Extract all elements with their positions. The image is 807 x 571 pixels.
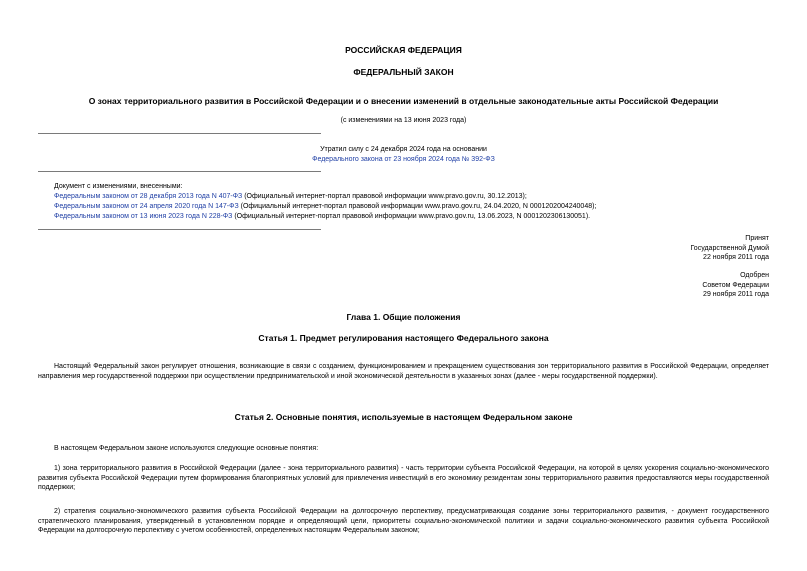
divider-amendments-top <box>38 171 321 172</box>
article-1-text: Настоящий Федеральный закон регулирует отношения, возникающие в связи с созданием, функционированием и прекращением существования зон территориального развития в Российской Федерации, определяет направления мер государственной поддержки при осуществлении предпринимательской и иной экономической деятельности в указанных зонах (далее - меры государственной поддержки). <box>38 363 769 380</box>
adoption-line: Государственной Думой <box>690 244 769 252</box>
chapter-title: Глава 1. Общие положения <box>346 312 461 322</box>
amendment-link[interactable]: Федеральным законом от 24 апреля 2020 года N 147-ФЗ <box>54 203 239 210</box>
amendment-link[interactable]: Федеральным законом от 28 декабря 2013 года N 407-ФЗ <box>54 193 243 200</box>
article-2-paragraph-1: 1) зона территориального развития в Российской Федерации (далее - зона территориального развития) - часть территории субъекта Российской Федерации, на которой в целях ускорения социально-экономического развития субъекта Российской Федерации путем формирования благоприятных условий для привлечения инвестиций в его экономику резидентам зоны территориального развития предоставляются меры государственной поддержки; <box>38 465 769 491</box>
amendments-intro: Документ с изменениями, внесенными: <box>54 183 183 190</box>
amendment-item <box>54 192 527 202</box>
amendment-source: (Официальный интернет-портал правовой информации www.pravo.gov.ru, 13.06.2023, N 0001202306130051). <box>232 213 591 220</box>
amendment-source: (Официальный интернет-портал правовой информации www.pravo.gov.ru, 30.12.2013); <box>242 193 527 200</box>
adoption-line: Принят <box>745 235 769 242</box>
divider-top <box>38 133 321 134</box>
repeal-note: Утратил силу с 24 декабря 2024 года на основании <box>320 146 487 153</box>
adoption-line: 22 ноября 2011 года <box>703 254 769 261</box>
approval-line: Одобрен <box>740 272 769 279</box>
approval-line: 29 ноября 2011 года <box>703 291 769 298</box>
edition-note: (с изменениями на 13 июня 2023 года) <box>340 117 467 124</box>
amendment-source: (Официальный интернет-портал правовой информации www.pravo.gov.ru, 24.04.2020, N 0001202004240048); <box>238 203 597 210</box>
duma-adoption-block <box>569 234 769 263</box>
amendment-item <box>54 202 596 212</box>
article-2-intro: В настоящем Федеральном законе используются следующие основные понятия: <box>54 445 319 452</box>
amendment-link[interactable]: Федеральным законом от 13 июня 2023 года N 228-ФЗ <box>54 213 233 220</box>
amendment-item <box>54 212 590 222</box>
council-approval-block <box>569 271 769 300</box>
repeal-law-link[interactable]: Федерального закона от 23 ноября 2024 года № 392-ФЗ <box>312 156 495 163</box>
divider-amendments-bottom <box>38 229 321 230</box>
country-heading: РОССИЙСКАЯ ФЕДЕРАЦИЯ <box>345 45 462 55</box>
article-2-title: Статья 2. Основные понятия, используемые в настоящем Федеральном законе <box>234 412 573 422</box>
approval-line: Советом Федерации <box>702 281 769 289</box>
article-1-title: Статья 1. Предмет регулирования настоящего Федерального закона <box>258 333 549 343</box>
article-2-paragraph-2: 2) стратегия социально-экономического развития субъекта Российской Федерации на долгосрочную перспективу, предусматривающая создание зоны территориального развития, - документ государственного стратегического планирования, утвержденный в установленном порядке и определяющий цели, приоритеты социально-экономической политики и задачи социально-экономического развития субъекта Российской Федерации на долгосрочную перспективу с учетом особенностей, определенных настоящим Федеральным законом; <box>38 508 769 534</box>
document-title: О зонах территориального развития в Российской Федерации и о внесении изменений в отдельные законодательные акты Российской Федерации <box>88 96 719 106</box>
law-type-heading: ФЕДЕРАЛЬНЫЙ ЗАКОН <box>353 67 454 77</box>
